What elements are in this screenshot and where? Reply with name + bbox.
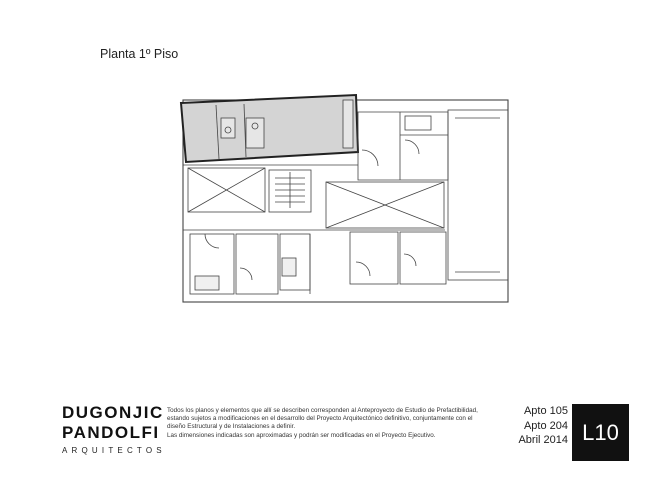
firm-subtitle: ARQUITECTOS (62, 446, 166, 455)
disclaimer-text (167, 407, 507, 440)
terrace (448, 110, 508, 280)
plan-title: Planta 1º Piso (100, 47, 179, 61)
room-upper-right (358, 112, 448, 180)
disclaimer-line: Las dimensiones indicadas son aproximadas y podrán ser modificadas en el Proyecto Ejecutivo. (167, 431, 436, 439)
firm-name-line2: PANDOLFI (62, 423, 160, 442)
room-lower-mid (236, 234, 278, 294)
firm-logo (62, 403, 166, 455)
firm-name-line1: DUGONJIC (62, 403, 164, 422)
apartment-label-1: Apto 105 (523, 405, 568, 417)
sheet-info (518, 404, 568, 448)
sheet-number-badge: L10 (572, 404, 629, 461)
room-lower-right-b (400, 232, 446, 284)
room-lower-right-a (350, 232, 398, 284)
disclaimer-line: estando sujetos a modificaciones en el desarrollo del Proyecto Arquitectónico definitivo, conjuntamente con el (167, 415, 473, 423)
apartment-label-2: Apto 204 (523, 419, 568, 432)
sheet-date: Abril 2014 (518, 434, 568, 446)
disclaimer-line: diseño Estructural y de Instalaciones a definir. (167, 423, 296, 431)
disclaimer-line: Todos los planos y elementos que allí se describen corresponden al Anteproyecto de Estudio de Prefactibilidad, (167, 407, 478, 414)
highlighted-apartment (181, 95, 358, 162)
